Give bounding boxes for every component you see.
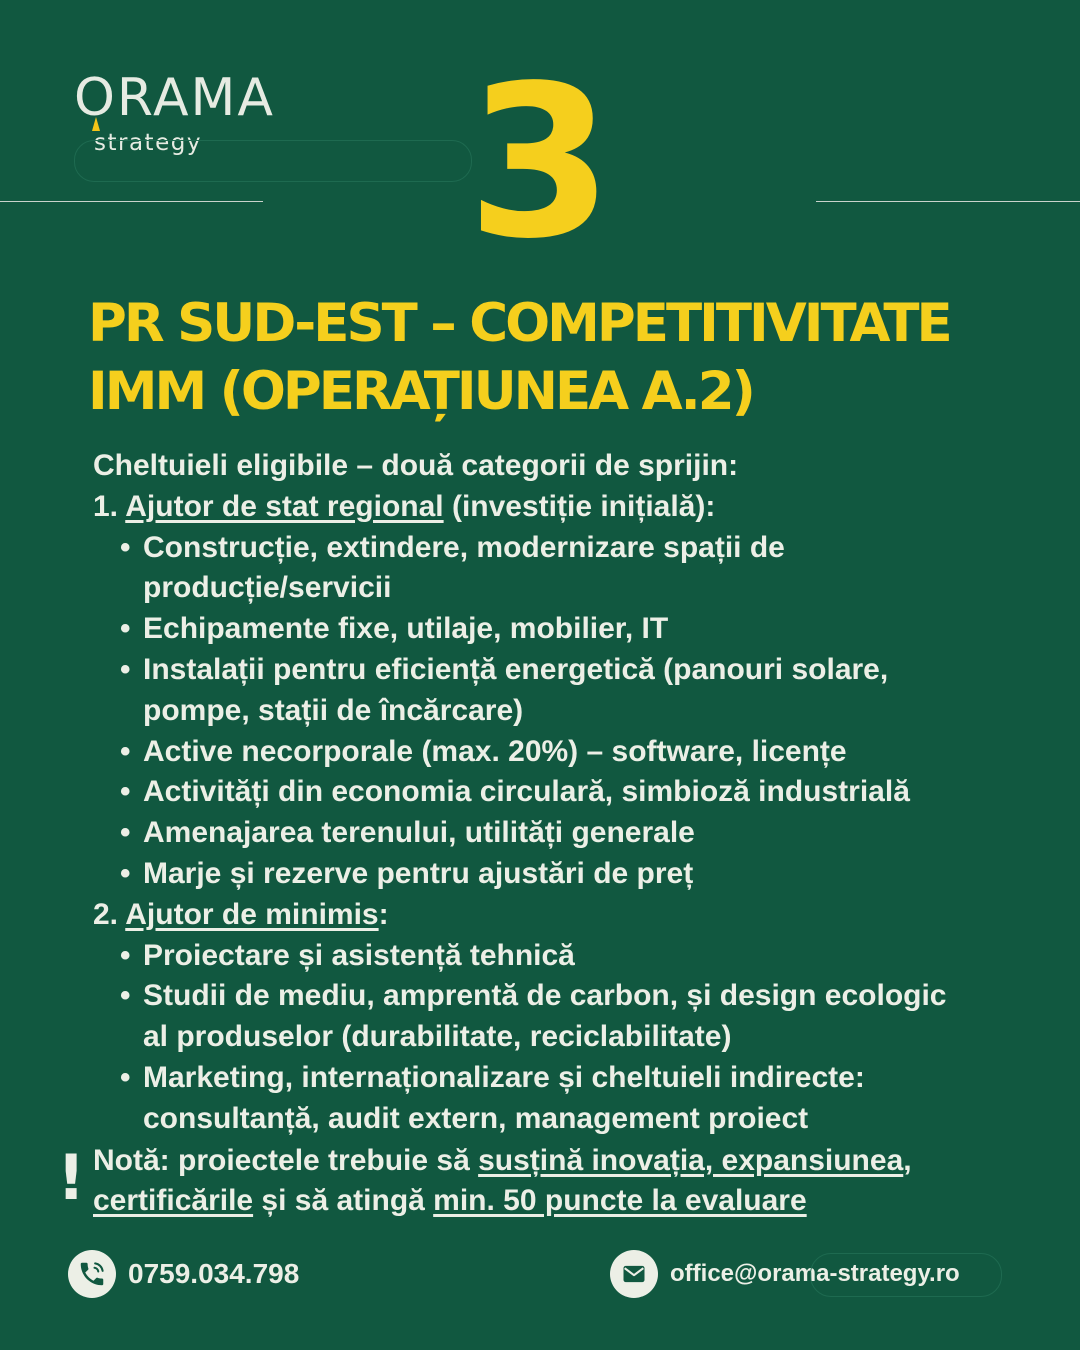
list-item: • Studii de mediu, amprentă de carbon, și design ecologic al produselor (durabilitate, reciclabilitate) (93, 976, 1053, 1058)
phone-number[interactable]: 0759.034.798 (128, 1258, 300, 1289)
email-contact[interactable] (610, 1250, 960, 1298)
list-item: • Echipamente fixe, utilaje, mobilier, IT (93, 609, 1053, 650)
brand-name: ORAMA (74, 68, 275, 128)
slide-number: 3 (466, 40, 614, 285)
list-item: • Proiectare și asistență tehnică (93, 936, 1053, 977)
page-title: PR SUD-EST – COMPETITIVITATE IMM (OPERAȚIUNEA A.2) (88, 293, 950, 422)
list-item: • Active necorporale (max. 20%) – software, licențe (93, 732, 1053, 773)
list-item: • Activități din economia circulară, simbioză industrială (93, 772, 1053, 813)
phone-contact[interactable] (68, 1250, 299, 1298)
section-1-label: Ajutor de stat regional (125, 489, 444, 523)
list-item: • Marketing, internaționalizare și cheltuieli indirecte: consultanță, audit extern, management proiect (93, 1058, 1053, 1140)
exclamation-icon: ! (57, 1140, 86, 1214)
phone-icon (68, 1250, 116, 1298)
list-item: • Construcție, extindere, modernizare spații de producție/servicii (93, 528, 1053, 610)
list-item: • Instalații pentru eficiență energetică (panouri solare, pompe, stații de încărcare) (93, 650, 1053, 732)
list-item: • Marje și rezerve pentru ajustări de preț (93, 854, 1053, 895)
content (57, 446, 1053, 1222)
list-item: • Amenajarea terenului, utilități generale (93, 813, 1053, 854)
intro-text: Cheltuieli eligibile – două categorii de sprijin: (93, 449, 739, 482)
note (57, 1140, 1053, 1223)
section-2-list (93, 936, 1053, 1140)
brand-tagline: strategy (94, 130, 202, 156)
section-1-heading: 1. Ajutor de stat regional (investiție inițială): (93, 489, 716, 523)
section-1-list (93, 528, 1053, 895)
section-2-label: Ajutor de minimis (125, 897, 379, 931)
section-2-heading: 2. Ajutor de minimis: (93, 897, 389, 931)
email-address[interactable]: office@orama-strategy.ro (670, 1260, 960, 1287)
note-line-2: certificările și să atingă min. 50 puncte la evaluare (93, 1184, 807, 1218)
note-line-1: Notă: proiectele trebuie să susțină inovația, expansiunea, (93, 1143, 912, 1177)
envelope-icon (610, 1250, 658, 1298)
